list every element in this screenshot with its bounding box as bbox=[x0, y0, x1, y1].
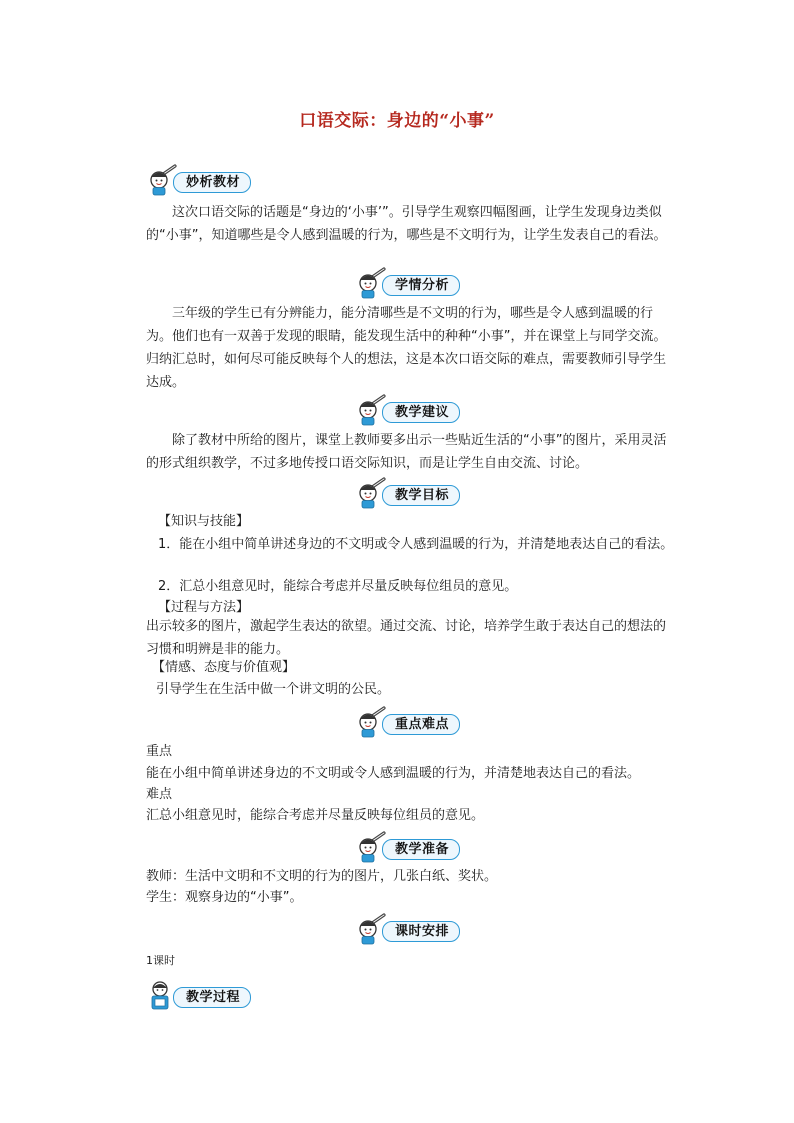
section-heading: 教学准备 bbox=[382, 839, 460, 860]
section-heading: 教学过程 bbox=[173, 987, 251, 1008]
section-heading: 学情分析 bbox=[382, 275, 460, 296]
section-badge-learning bbox=[355, 267, 460, 299]
section-badge-key-points bbox=[355, 706, 460, 738]
goals-knowledge-title: 【知识与技能】 bbox=[158, 514, 250, 529]
goals-knowledge-1: 1．能在小组中简单讲述身边的不文明或令人感到温暖的行为，并清楚地表达自己的看法。 bbox=[158, 537, 674, 552]
schedule-text: 1课时 bbox=[146, 954, 175, 967]
preparation-student: 学生：观察身边的“小事”。 bbox=[146, 890, 303, 905]
paragraph-suggestion: 除了教材中所给的图片，课堂上教师要多出示一些贴近生活的“小事”的图片，采用灵活的形式组织教学，不过多地传授口语交际知识，而是让学生自由交流、讨论。 bbox=[146, 433, 667, 471]
section-heading: 教学建议 bbox=[382, 402, 460, 423]
paragraph-analysis: 这次口语交际的话题是“身边的‘小事’”。引导学生观察四幅图画，让学生发现身边类似的“小事”，知道哪些是令人感到温暖的行为，哪些是不文明行为，让学生发表自己的看法。 bbox=[146, 205, 667, 243]
section-badge-goals bbox=[355, 477, 460, 509]
section-badge-preparation bbox=[355, 831, 460, 863]
goals-emotion-title: 【情感、态度与价值观】 bbox=[152, 660, 296, 675]
section-badge-analysis bbox=[146, 164, 251, 196]
difficult-text: 汇总小组意见时，能综合考虑并尽量反映每位组员的意见。 bbox=[146, 808, 485, 823]
section-badge-schedule bbox=[355, 913, 460, 945]
section-badge-process bbox=[146, 979, 251, 1011]
key-text: 能在小组中简单讲述身边的不文明或令人感到温暖的行为，并清楚地表达自己的看法。 bbox=[146, 766, 641, 781]
section-heading: 教学目标 bbox=[382, 485, 460, 506]
section-badge-suggestion bbox=[355, 394, 460, 426]
key-label: 重点 bbox=[146, 744, 173, 759]
goals-process-title: 【过程与方法】 bbox=[158, 600, 250, 615]
section-heading: 重点难点 bbox=[382, 714, 460, 735]
page-title: 口语交际：身边的“小事” bbox=[299, 111, 495, 131]
goals-process-text: 出示较多的图片，激起学生表达的欲望。通过交流、讨论，培养学生敢于表达自己的想法的习惯和明辨是非的能力。 bbox=[146, 619, 667, 657]
section-heading: 妙析教材 bbox=[173, 172, 251, 193]
paragraph-learning: 三年级的学生已有分辨能力，能分清哪些是不文明的行为，哪些是令人感到温暖的行为。他们也有一双善于发现的眼睛，能发现生活中的种种“小事”，并在课堂上与同学交流。归纳汇总时，如何尽可能反映每个人的想法，这是本次口语交际的难点，需要教师引导学生达成。 bbox=[146, 306, 667, 390]
goals-emotion-text: 引导学生在生活中做一个讲文明的公民。 bbox=[156, 682, 391, 697]
goals-knowledge-2: 2．汇总小组意见时，能综合考虑并尽量反映每位组员的意见。 bbox=[158, 579, 518, 594]
preparation-teacher: 教师：生活中文明和不文明的行为的图片，几张白纸、奖状。 bbox=[146, 869, 498, 884]
section-heading: 课时安排 bbox=[382, 921, 460, 942]
difficult-label: 难点 bbox=[146, 787, 173, 802]
